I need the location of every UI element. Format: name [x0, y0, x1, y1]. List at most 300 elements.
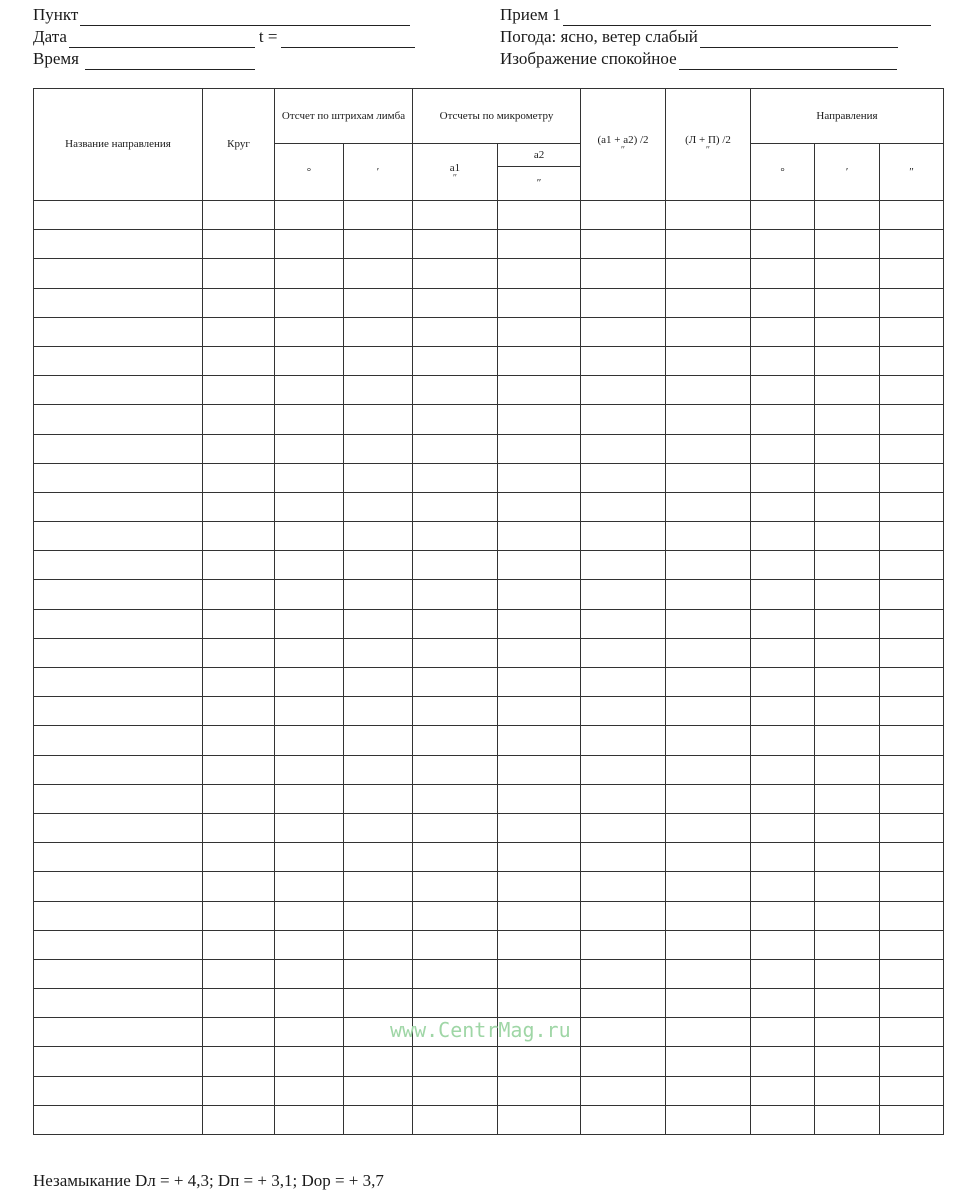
table-cell[interactable]: [880, 405, 944, 434]
table-cell[interactable]: [34, 755, 203, 784]
table-cell[interactable]: [275, 1105, 344, 1134]
table-cell[interactable]: [666, 346, 751, 375]
table-cell[interactable]: [880, 1076, 944, 1105]
table-cell[interactable]: [581, 784, 666, 813]
table-cell[interactable]: [275, 201, 344, 230]
table-cell[interactable]: [275, 551, 344, 580]
table-cell[interactable]: [413, 376, 498, 405]
table-cell[interactable]: [344, 522, 413, 551]
table-cell[interactable]: [34, 1076, 203, 1105]
table-cell[interactable]: [815, 843, 880, 872]
table-cell[interactable]: [344, 901, 413, 930]
table-cell[interactable]: [203, 492, 275, 521]
table-cell[interactable]: [413, 492, 498, 521]
table-cell[interactable]: [344, 230, 413, 259]
table-cell[interactable]: [666, 813, 751, 842]
table-cell[interactable]: [203, 959, 275, 988]
table-cell[interactable]: [666, 755, 751, 784]
table-cell[interactable]: [275, 843, 344, 872]
table-cell[interactable]: [498, 843, 581, 872]
table-cell[interactable]: [751, 405, 815, 434]
table-cell[interactable]: [666, 463, 751, 492]
table-cell[interactable]: [344, 288, 413, 317]
table-cell[interactable]: [34, 259, 203, 288]
table-cell[interactable]: [34, 813, 203, 842]
table-cell[interactable]: [498, 1047, 581, 1076]
table-cell[interactable]: [275, 813, 344, 842]
table-cell[interactable]: [498, 989, 581, 1018]
table-cell[interactable]: [815, 259, 880, 288]
table-cell[interactable]: [413, 813, 498, 842]
table-cell[interactable]: [275, 259, 344, 288]
table-cell[interactable]: [751, 959, 815, 988]
table-cell[interactable]: [34, 317, 203, 346]
table-cell[interactable]: [581, 726, 666, 755]
table-cell[interactable]: [498, 522, 581, 551]
table-cell[interactable]: [413, 989, 498, 1018]
table-cell[interactable]: [581, 317, 666, 346]
time-field[interactable]: [85, 53, 255, 70]
table-cell[interactable]: [498, 580, 581, 609]
table-cell[interactable]: [344, 201, 413, 230]
table-cell[interactable]: [815, 434, 880, 463]
table-cell[interactable]: [498, 259, 581, 288]
table-cell[interactable]: [751, 376, 815, 405]
table-cell[interactable]: [275, 317, 344, 346]
table-cell[interactable]: [666, 930, 751, 959]
table-cell[interactable]: [880, 872, 944, 901]
table-cell[interactable]: [344, 1047, 413, 1076]
table-cell[interactable]: [581, 434, 666, 463]
table-cell[interactable]: [275, 463, 344, 492]
table-cell[interactable]: [815, 317, 880, 346]
table-cell[interactable]: [203, 434, 275, 463]
table-cell[interactable]: [751, 901, 815, 930]
table-cell[interactable]: [275, 405, 344, 434]
table-cell[interactable]: [880, 638, 944, 667]
table-cell[interactable]: [344, 989, 413, 1018]
table-cell[interactable]: [880, 784, 944, 813]
table-cell[interactable]: [275, 989, 344, 1018]
table-cell[interactable]: [203, 638, 275, 667]
table-cell[interactable]: [880, 1018, 944, 1047]
table-cell[interactable]: [34, 1047, 203, 1076]
table-cell[interactable]: [275, 492, 344, 521]
table-cell[interactable]: [815, 638, 880, 667]
table-cell[interactable]: [880, 755, 944, 784]
table-cell[interactable]: [203, 872, 275, 901]
table-cell[interactable]: [581, 522, 666, 551]
table-cell[interactable]: [203, 989, 275, 1018]
table-cell[interactable]: [880, 989, 944, 1018]
table-cell[interactable]: [751, 434, 815, 463]
table-cell[interactable]: [581, 843, 666, 872]
table-cell[interactable]: [751, 1076, 815, 1105]
table-cell[interactable]: [880, 1047, 944, 1076]
table-cell[interactable]: [815, 1047, 880, 1076]
table-cell[interactable]: [751, 463, 815, 492]
table-cell[interactable]: [581, 755, 666, 784]
reception-field[interactable]: [563, 9, 931, 26]
table-cell[interactable]: [751, 1105, 815, 1134]
table-cell[interactable]: [203, 551, 275, 580]
table-cell[interactable]: [751, 872, 815, 901]
table-cell[interactable]: [498, 697, 581, 726]
table-cell[interactable]: [880, 1105, 944, 1134]
table-cell[interactable]: [751, 492, 815, 521]
table-cell[interactable]: [666, 901, 751, 930]
table-cell[interactable]: [880, 609, 944, 638]
table-cell[interactable]: [344, 492, 413, 521]
table-cell[interactable]: [666, 288, 751, 317]
table-cell[interactable]: [581, 551, 666, 580]
table-cell[interactable]: [581, 463, 666, 492]
table-cell[interactable]: [815, 697, 880, 726]
table-cell[interactable]: [815, 346, 880, 375]
table-cell[interactable]: [880, 288, 944, 317]
table-cell[interactable]: [344, 434, 413, 463]
table-cell[interactable]: [203, 813, 275, 842]
table-cell[interactable]: [581, 580, 666, 609]
table-cell[interactable]: [34, 1105, 203, 1134]
table-cell[interactable]: [203, 784, 275, 813]
table-cell[interactable]: [498, 551, 581, 580]
table-cell[interactable]: [413, 668, 498, 697]
table-cell[interactable]: [344, 376, 413, 405]
table-cell[interactable]: [666, 376, 751, 405]
table-cell[interactable]: [413, 1076, 498, 1105]
table-cell[interactable]: [203, 1047, 275, 1076]
table-cell[interactable]: [203, 463, 275, 492]
table-cell[interactable]: [498, 755, 581, 784]
t-field[interactable]: [281, 31, 415, 48]
table-cell[interactable]: [751, 668, 815, 697]
table-cell[interactable]: [815, 813, 880, 842]
table-cell[interactable]: [751, 317, 815, 346]
table-cell[interactable]: [413, 1105, 498, 1134]
table-cell[interactable]: [34, 230, 203, 259]
table-cell[interactable]: [275, 638, 344, 667]
table-cell[interactable]: [275, 1018, 344, 1047]
table-cell[interactable]: [34, 843, 203, 872]
date-field[interactable]: [69, 31, 255, 48]
table-cell[interactable]: [413, 405, 498, 434]
table-cell[interactable]: [498, 434, 581, 463]
table-cell[interactable]: [666, 843, 751, 872]
table-cell[interactable]: [275, 609, 344, 638]
table-cell[interactable]: [751, 843, 815, 872]
table-cell[interactable]: [498, 930, 581, 959]
table-cell[interactable]: [413, 580, 498, 609]
table-cell[interactable]: [413, 201, 498, 230]
table-cell[interactable]: [581, 959, 666, 988]
table-cell[interactable]: [581, 201, 666, 230]
table-cell[interactable]: [880, 522, 944, 551]
table-cell[interactable]: [666, 1047, 751, 1076]
table-cell[interactable]: [880, 259, 944, 288]
table-cell[interactable]: [751, 755, 815, 784]
table-cell[interactable]: [275, 1047, 344, 1076]
table-cell[interactable]: [413, 317, 498, 346]
table-cell[interactable]: [344, 346, 413, 375]
table-cell[interactable]: [498, 492, 581, 521]
table-cell[interactable]: [413, 784, 498, 813]
table-cell[interactable]: [498, 463, 581, 492]
table-cell[interactable]: [34, 580, 203, 609]
table-cell[interactable]: [815, 901, 880, 930]
table-cell[interactable]: [34, 901, 203, 930]
table-cell[interactable]: [344, 259, 413, 288]
table-cell[interactable]: [275, 376, 344, 405]
table-cell[interactable]: [34, 609, 203, 638]
table-cell[interactable]: [413, 755, 498, 784]
table-cell[interactable]: [880, 959, 944, 988]
table-cell[interactable]: [34, 872, 203, 901]
table-cell[interactable]: [880, 317, 944, 346]
table-cell[interactable]: [34, 492, 203, 521]
table-cell[interactable]: [275, 784, 344, 813]
table-cell[interactable]: [666, 551, 751, 580]
table-cell[interactable]: [880, 843, 944, 872]
table-cell[interactable]: [751, 726, 815, 755]
table-cell[interactable]: [344, 697, 413, 726]
table-cell[interactable]: [498, 1076, 581, 1105]
table-cell[interactable]: [203, 288, 275, 317]
table-cell[interactable]: [275, 872, 344, 901]
table-cell[interactable]: [815, 989, 880, 1018]
table-cell[interactable]: [413, 726, 498, 755]
table-cell[interactable]: [203, 930, 275, 959]
table-cell[interactable]: [880, 492, 944, 521]
table-cell[interactable]: [815, 230, 880, 259]
table-cell[interactable]: [498, 230, 581, 259]
table-cell[interactable]: [203, 1105, 275, 1134]
table-cell[interactable]: [815, 959, 880, 988]
table-cell[interactable]: [581, 668, 666, 697]
table-cell[interactable]: [666, 259, 751, 288]
table-cell[interactable]: [203, 901, 275, 930]
table-cell[interactable]: [34, 989, 203, 1018]
table-cell[interactable]: [203, 230, 275, 259]
table-cell[interactable]: [666, 317, 751, 346]
table-cell[interactable]: [581, 609, 666, 638]
table-cell[interactable]: [275, 580, 344, 609]
table-cell[interactable]: [203, 668, 275, 697]
table-cell[interactable]: [203, 201, 275, 230]
table-cell[interactable]: [498, 726, 581, 755]
table-cell[interactable]: [880, 551, 944, 580]
table-cell[interactable]: [666, 405, 751, 434]
table-cell[interactable]: [34, 522, 203, 551]
table-cell[interactable]: [413, 609, 498, 638]
table-cell[interactable]: [498, 288, 581, 317]
table-cell[interactable]: [815, 405, 880, 434]
table-cell[interactable]: [413, 522, 498, 551]
table-cell[interactable]: [413, 901, 498, 930]
table-cell[interactable]: [815, 930, 880, 959]
table-cell[interactable]: [581, 872, 666, 901]
table-cell[interactable]: [203, 726, 275, 755]
table-cell[interactable]: [880, 346, 944, 375]
table-cell[interactable]: [344, 609, 413, 638]
table-cell[interactable]: [815, 872, 880, 901]
table-cell[interactable]: [275, 288, 344, 317]
table-cell[interactable]: [581, 405, 666, 434]
table-cell[interactable]: [34, 959, 203, 988]
table-cell[interactable]: [880, 463, 944, 492]
table-cell[interactable]: [815, 551, 880, 580]
table-cell[interactable]: [581, 346, 666, 375]
table-cell[interactable]: [275, 959, 344, 988]
weather-field[interactable]: [700, 31, 898, 48]
table-cell[interactable]: [666, 726, 751, 755]
table-cell[interactable]: [666, 1076, 751, 1105]
table-cell[interactable]: [34, 434, 203, 463]
table-cell[interactable]: [880, 697, 944, 726]
table-cell[interactable]: [344, 405, 413, 434]
table-cell[interactable]: [815, 668, 880, 697]
table-cell[interactable]: [880, 434, 944, 463]
table-cell[interactable]: [581, 230, 666, 259]
table-cell[interactable]: [413, 259, 498, 288]
point-field[interactable]: [80, 9, 410, 26]
table-cell[interactable]: [203, 580, 275, 609]
table-cell[interactable]: [666, 1018, 751, 1047]
table-cell[interactable]: [498, 1105, 581, 1134]
table-cell[interactable]: [344, 463, 413, 492]
table-cell[interactable]: [880, 668, 944, 697]
table-cell[interactable]: [581, 638, 666, 667]
table-cell[interactable]: [666, 959, 751, 988]
table-cell[interactable]: [498, 609, 581, 638]
table-cell[interactable]: [34, 201, 203, 230]
table-cell[interactable]: [666, 784, 751, 813]
table-cell[interactable]: [275, 755, 344, 784]
table-cell[interactable]: [275, 522, 344, 551]
image-field[interactable]: [679, 53, 897, 70]
table-cell[interactable]: [751, 580, 815, 609]
table-cell[interactable]: [666, 434, 751, 463]
table-cell[interactable]: [344, 813, 413, 842]
table-cell[interactable]: [275, 901, 344, 930]
table-cell[interactable]: [751, 522, 815, 551]
table-cell[interactable]: [344, 784, 413, 813]
table-cell[interactable]: [666, 492, 751, 521]
table-cell[interactable]: [413, 434, 498, 463]
table-cell[interactable]: [581, 989, 666, 1018]
table-cell[interactable]: [581, 697, 666, 726]
table-cell[interactable]: [815, 1018, 880, 1047]
table-cell[interactable]: [751, 288, 815, 317]
table-cell[interactable]: [413, 959, 498, 988]
table-cell[interactable]: [666, 697, 751, 726]
table-cell[interactable]: [344, 959, 413, 988]
table-cell[interactable]: [498, 784, 581, 813]
table-cell[interactable]: [581, 1047, 666, 1076]
table-cell[interactable]: [666, 522, 751, 551]
table-cell[interactable]: [815, 580, 880, 609]
table-cell[interactable]: [203, 843, 275, 872]
table-cell[interactable]: [751, 1047, 815, 1076]
table-cell[interactable]: [498, 959, 581, 988]
table-cell[interactable]: [815, 522, 880, 551]
table-cell[interactable]: [413, 697, 498, 726]
table-cell[interactable]: [344, 1105, 413, 1134]
table-cell[interactable]: [751, 813, 815, 842]
table-cell[interactable]: [413, 288, 498, 317]
table-cell[interactable]: [880, 201, 944, 230]
table-cell[interactable]: [815, 201, 880, 230]
table-cell[interactable]: [203, 697, 275, 726]
table-cell[interactable]: [751, 609, 815, 638]
table-cell[interactable]: [413, 230, 498, 259]
table-cell[interactable]: [498, 201, 581, 230]
table-cell[interactable]: [498, 813, 581, 842]
table-cell[interactable]: [344, 668, 413, 697]
table-cell[interactable]: [34, 551, 203, 580]
table-cell[interactable]: [880, 580, 944, 609]
table-cell[interactable]: [751, 230, 815, 259]
table-cell[interactable]: [413, 551, 498, 580]
table-cell[interactable]: [751, 930, 815, 959]
table-cell[interactable]: [203, 259, 275, 288]
table-cell[interactable]: [880, 813, 944, 842]
table-cell[interactable]: [203, 1076, 275, 1105]
table-cell[interactable]: [275, 230, 344, 259]
table-cell[interactable]: [581, 288, 666, 317]
table-cell[interactable]: [34, 463, 203, 492]
table-cell[interactable]: [275, 726, 344, 755]
table-cell[interactable]: [815, 1105, 880, 1134]
table-cell[interactable]: [34, 346, 203, 375]
table-cell[interactable]: [581, 1076, 666, 1105]
table-cell[interactable]: [666, 638, 751, 667]
table-cell[interactable]: [203, 376, 275, 405]
table-cell[interactable]: [34, 288, 203, 317]
table-cell[interactable]: [413, 638, 498, 667]
table-cell[interactable]: [666, 580, 751, 609]
table-cell[interactable]: [666, 989, 751, 1018]
table-cell[interactable]: [815, 1076, 880, 1105]
table-cell[interactable]: [413, 1047, 498, 1076]
table-cell[interactable]: [581, 813, 666, 842]
table-cell[interactable]: [815, 492, 880, 521]
table-cell[interactable]: [344, 843, 413, 872]
table-cell[interactable]: [275, 346, 344, 375]
table-cell[interactable]: [581, 492, 666, 521]
table-cell[interactable]: [34, 930, 203, 959]
table-cell[interactable]: [751, 201, 815, 230]
table-cell[interactable]: [880, 901, 944, 930]
table-cell[interactable]: [275, 697, 344, 726]
table-cell[interactable]: [666, 230, 751, 259]
table-cell[interactable]: [581, 901, 666, 930]
table-cell[interactable]: [880, 376, 944, 405]
table-cell[interactable]: [581, 259, 666, 288]
table-cell[interactable]: [498, 346, 581, 375]
table-cell[interactable]: [344, 580, 413, 609]
table-cell[interactable]: [413, 930, 498, 959]
table-cell[interactable]: [34, 668, 203, 697]
table-cell[interactable]: [275, 1076, 344, 1105]
table-cell[interactable]: [751, 259, 815, 288]
table-cell[interactable]: [498, 638, 581, 667]
table-cell[interactable]: [34, 697, 203, 726]
table-cell[interactable]: [751, 989, 815, 1018]
table-cell[interactable]: [498, 405, 581, 434]
table-cell[interactable]: [344, 551, 413, 580]
table-cell[interactable]: [815, 784, 880, 813]
